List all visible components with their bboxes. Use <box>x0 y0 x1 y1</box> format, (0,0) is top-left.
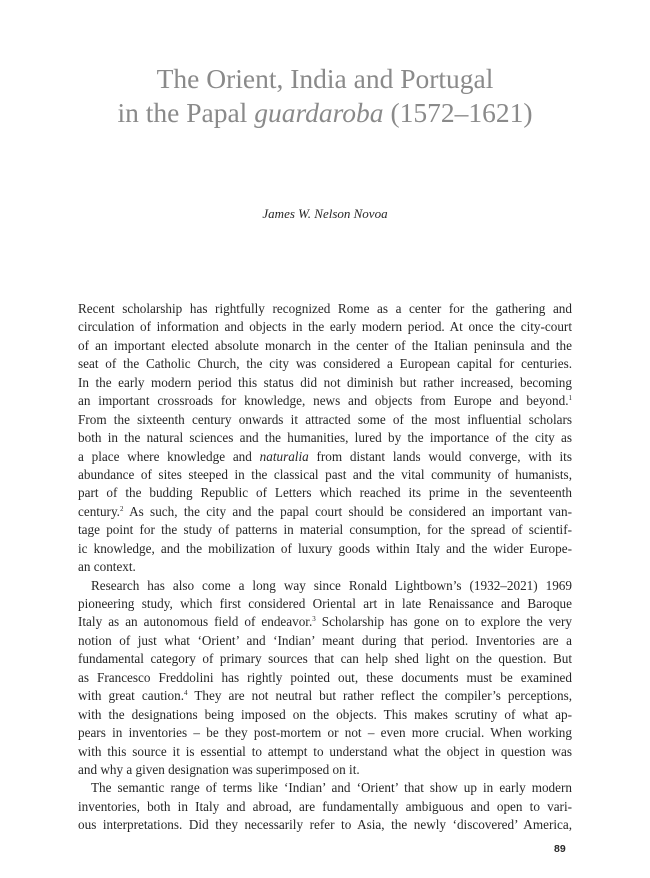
text-line: In the early modern period this status did not diminish but rather increased, becoming <box>78 374 572 390</box>
text-line: abundance of sites steeped in the classical past and the vital community of humanists, <box>78 466 572 482</box>
text-line: pioneering study, which first considered Oriental art in late Renaissance and Baroque <box>78 596 572 611</box>
text-line: pears in inventories – be they post-mortem or not – even more crucial. When working <box>78 725 572 741</box>
text-line: with this source it is essential to attempt to understand what the object in question was <box>78 743 572 759</box>
text-line: ous interpretations. Did they necessarily refer to Asia, the newly ‘discovered’ America, <box>78 817 572 833</box>
text-line: both in the natural sciences and the humanities, lured by the importance of the city as <box>78 430 572 446</box>
text-line: Recent scholarship has rightfully recognized Rome as a center for the gathering and <box>78 301 572 316</box>
title-line-1: The Orient, India and Portugal <box>156 63 494 94</box>
text-line: notion of just what ‘Orient’ and ‘Indian’ meant during that period. Inventories are a <box>78 632 572 648</box>
title-italic-word: guardaroba <box>254 97 384 128</box>
text-line: circulation of information and objects in the early modern period. At once the city-court <box>78 319 572 335</box>
text-line: as Francesco Freddolini has rightly pointed out, these documents must be examined <box>78 669 572 685</box>
footnote-ref[interactable]: 3 <box>312 615 316 624</box>
text-line: ic knowledge, and the mobilization of luxury goods within Italy and the wider Europe- <box>78 540 572 556</box>
text-line: Italy as an autonomous field of endeavor.$^3$ Scholarship has gone on to explore the very <box>78 614 572 630</box>
text-line: and why a given designation was superimposed on it. <box>78 761 360 777</box>
chapter-title <box>0 62 650 130</box>
text-line: tage point for the study of patterns in material consumption, for the spread of scientif- <box>78 522 572 538</box>
footnote-ref[interactable]: 2 <box>119 504 124 513</box>
text-line: Research has also come a long way since Ronald Lightbown’s (1932–2021) 1969 <box>91 577 572 593</box>
text-line: a place where knowledge and naturalia from distant lands would converge, with its <box>78 448 572 464</box>
footnote-ref[interactable]: 4 <box>184 689 188 698</box>
text-line: fundamental category of primary sources that can help shed light on the question. But <box>78 651 572 667</box>
title-line-2: in the Papal guardaroba (1572–1621) <box>117 97 533 128</box>
page-number: 89 <box>554 843 566 855</box>
footnote-ref[interactable]: 1 <box>568 394 572 403</box>
text-line: an important crossroads for knowledge, news and objects from Europe and beyond.$^1$ <box>78 393 572 409</box>
text-line: inventories, both in Italy and abroad, are fundamentally ambiguous and open to vari- <box>78 798 572 814</box>
text-line: seat of the Catholic Church, the city was considered a European capital for centuries. <box>78 356 572 372</box>
text-line: century.$^2$ As such, the city and the papal court should be considered an important van- <box>78 503 572 519</box>
text-line: part of the budding Republic of Letters which reached its prime in the seventeenth <box>78 485 572 501</box>
text-line: with great caution.$^4$ They are not neutral but rather reflect the compiler’s perceptions, <box>78 688 572 704</box>
body-text <box>78 300 572 835</box>
text-line: with the designations being imposed on the objects. This makes scrutiny of what ap- <box>78 706 572 722</box>
author-name: James W. Nelson Novoa <box>262 206 388 221</box>
text-line: of an important elected absolute monarch in the center of the Italian peninsula and the <box>78 337 572 353</box>
text-line: an context. <box>78 559 136 575</box>
italic-term: naturalia <box>259 448 309 464</box>
text-line: The semantic range of terms like ‘Indian’ and ‘Orient’ that show up in early modern <box>91 780 572 796</box>
text-line: From the sixteenth century onwards it attracted some of the most influential scholars <box>78 411 572 427</box>
